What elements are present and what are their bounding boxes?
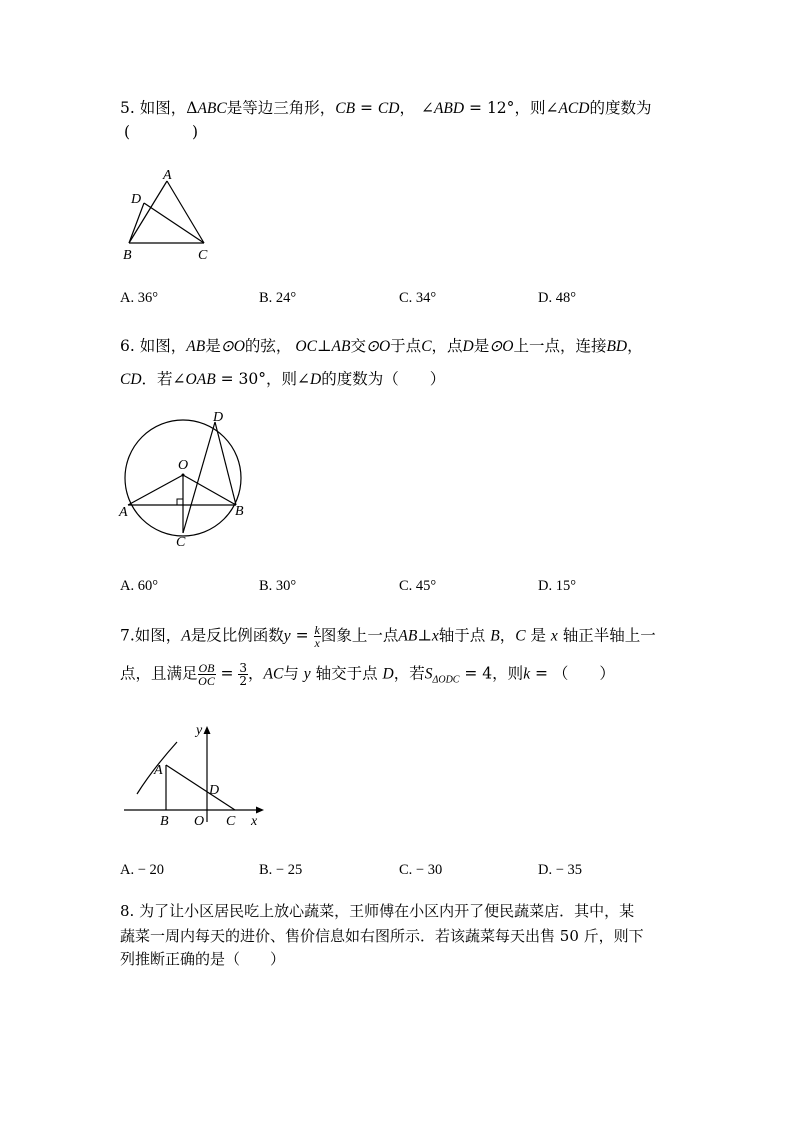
q7-text: = 4: [459, 664, 493, 683]
angle-symbol: ∠: [420, 99, 434, 117]
q6-number: 6.: [120, 337, 135, 355]
triangle-symbol: Δ: [186, 99, 198, 117]
three-halves-fraction: $\frac{3}{2}$: [239, 661, 247, 688]
circle-o-symbol: ⊙O: [220, 338, 245, 355]
q7-text: 如图，: [134, 626, 182, 645]
q7-text: =: [290, 626, 314, 645]
q5-label-A: A: [163, 168, 172, 183]
q6-text: = 30°: [215, 370, 267, 388]
q6-text: 于点: [390, 337, 422, 355]
q8-stem-line3: 列推断正确的是（ ）: [120, 950, 286, 968]
q5-text: 是等边三角形，: [226, 99, 336, 117]
q5-text: ABC: [197, 100, 227, 117]
q7-label-O: O: [194, 814, 205, 829]
q7-text: =: [215, 664, 239, 683]
q7-text: 是反比例函数: [190, 626, 284, 645]
q7-text: A: [181, 627, 191, 645]
q6-choice-b[interactable]: B. 30°: [259, 578, 297, 594]
q5-choice-c[interactable]: C. 34°: [399, 290, 437, 306]
q6-text: ，: [627, 337, 643, 355]
q5-text: ABD: [433, 100, 465, 117]
q7-text: B: [490, 627, 500, 645]
q5-text: ，则∠: [514, 99, 559, 117]
q6-text: ，点: [431, 337, 463, 355]
perpendicular-symbol: ⊥: [417, 626, 432, 645]
q7-text: 轴交于点: [310, 664, 383, 683]
circle-o-symbol: ⊙O: [489, 338, 514, 355]
q6-text: OAB: [185, 371, 216, 388]
q7-text: AC: [263, 665, 284, 683]
q7-text: D: [382, 665, 394, 683]
q6-text: 的弦，: [244, 337, 292, 355]
q6-choice-d[interactable]: D. 15°: [538, 578, 577, 594]
q6-text: BD: [606, 338, 628, 355]
q5-stem-line2: ( ): [124, 123, 199, 141]
q6-label-D: D: [213, 410, 224, 425]
q5-label-D: D: [131, 192, 142, 207]
q5-choice-a[interactable]: A. 36°: [120, 290, 159, 306]
q6-text: ，则∠: [266, 370, 311, 388]
q7-text: AB: [398, 627, 418, 645]
q5-stem-line1: [120, 97, 651, 120]
q7-label-x: x: [251, 814, 258, 829]
perpendicular-symbol: ⊥: [316, 337, 332, 355]
k-over-x-fraction: $\frac{k}{x}$: [314, 623, 320, 650]
q7-text: = （ ）: [530, 664, 615, 683]
q5-figure: [118, 165, 218, 265]
q6-text: AB: [331, 338, 351, 355]
q5-label-C: C: [198, 248, 208, 263]
q7-label-A: A: [154, 763, 163, 778]
q6-text: 交: [350, 337, 366, 355]
q5-text: 如图，: [139, 99, 187, 117]
circle-o-symbol: ⊙O: [365, 338, 391, 355]
q7-figure: [118, 718, 278, 833]
q6-text: D: [462, 338, 474, 355]
q5-text: 的度数为: [589, 99, 652, 117]
q7-choice-a[interactable]: A. − 20: [120, 862, 165, 878]
q6-text: ．若∠: [141, 370, 186, 388]
q6-text: AB: [186, 338, 206, 355]
q5-choice-b[interactable]: B. 24°: [259, 290, 297, 306]
q6-text: 上一点，连接: [513, 337, 607, 355]
q6-text: 如图，: [139, 337, 187, 355]
q6-text: C: [421, 338, 432, 355]
q7-choice-c[interactable]: C. − 30: [399, 862, 443, 878]
q7-label-C: C: [226, 814, 236, 829]
q7-label-D: D: [209, 783, 220, 798]
q7-text: 轴于点: [438, 626, 491, 645]
q7-stem-line2: [120, 662, 615, 692]
q7-text: x: [550, 627, 558, 645]
q7-text: k: [523, 665, 531, 683]
q8-text: 为了让小区居民吃上放心蔬菜，王师傅在小区内开了便民蔬菜店．其中，某: [139, 902, 635, 920]
q5-label-B: B: [123, 248, 132, 263]
q6-choice-a[interactable]: A. 60°: [120, 578, 159, 594]
q5-text: ，: [399, 99, 415, 117]
q7-text: ，若: [393, 664, 425, 683]
q7-number: 7.: [120, 626, 135, 645]
q6-label-A: A: [119, 505, 128, 520]
q7-text: 点，且满足: [120, 664, 198, 683]
q8-number: 8.: [120, 902, 135, 920]
q5-text: ACD: [558, 100, 590, 117]
q5-text: CB: [335, 100, 356, 117]
q7-choice-d[interactable]: D. − 35: [538, 862, 583, 878]
q7-text: ，: [248, 664, 264, 683]
q5-text: = 12°: [464, 99, 515, 117]
q7-text: y: [283, 627, 291, 645]
ob-over-oc-fraction: $\frac{OB}{OC}$: [198, 661, 215, 688]
q7-text: 与: [283, 664, 304, 683]
q6-label-B: B: [235, 504, 244, 519]
q5-text: CD: [377, 100, 400, 117]
q6-text: 是: [473, 337, 490, 355]
q6-text: 是: [205, 337, 221, 355]
q7-text: y: [303, 665, 311, 683]
q8-stem-line1: [120, 900, 634, 922]
q7-text: 是: [525, 626, 551, 645]
q7-choice-b[interactable]: B. − 25: [259, 862, 303, 878]
q6-text: D: [310, 371, 322, 388]
q7-text: C: [515, 627, 526, 645]
q7-label-y: y: [196, 723, 203, 738]
q6-label-C: C: [176, 535, 186, 550]
q6-text: OC: [295, 338, 317, 355]
q6-figure: [112, 405, 262, 555]
q7-text: S: [424, 665, 433, 683]
q8-stem-line2: 蔬菜一周内每天的进价、售价信息如右图所示．若该蔬菜每天出售 50 斤，则下: [120, 927, 644, 945]
q7-text: ，则: [492, 664, 524, 683]
q7-text: x: [431, 627, 439, 645]
q7-stem-line1: [120, 624, 656, 649]
q6-text: CD: [120, 371, 142, 388]
q7-text: ΔODC: [432, 674, 460, 686]
q7-label-B: B: [160, 814, 169, 829]
q6-stem-line1: [120, 335, 643, 358]
q7-text: 图象上一点: [320, 626, 399, 645]
q5-choice-d[interactable]: D. 48°: [538, 290, 577, 306]
q6-choice-c[interactable]: C. 45°: [399, 578, 437, 594]
q5-number: 5.: [120, 99, 135, 117]
q7-text: ，: [499, 626, 516, 645]
q6-text: 的度数为（ ）: [321, 370, 446, 388]
q6-label-O: O: [178, 458, 189, 473]
q7-text: 轴正半轴上一: [557, 626, 656, 645]
q5-text: =: [355, 99, 378, 117]
q6-stem-line2: [120, 368, 445, 391]
